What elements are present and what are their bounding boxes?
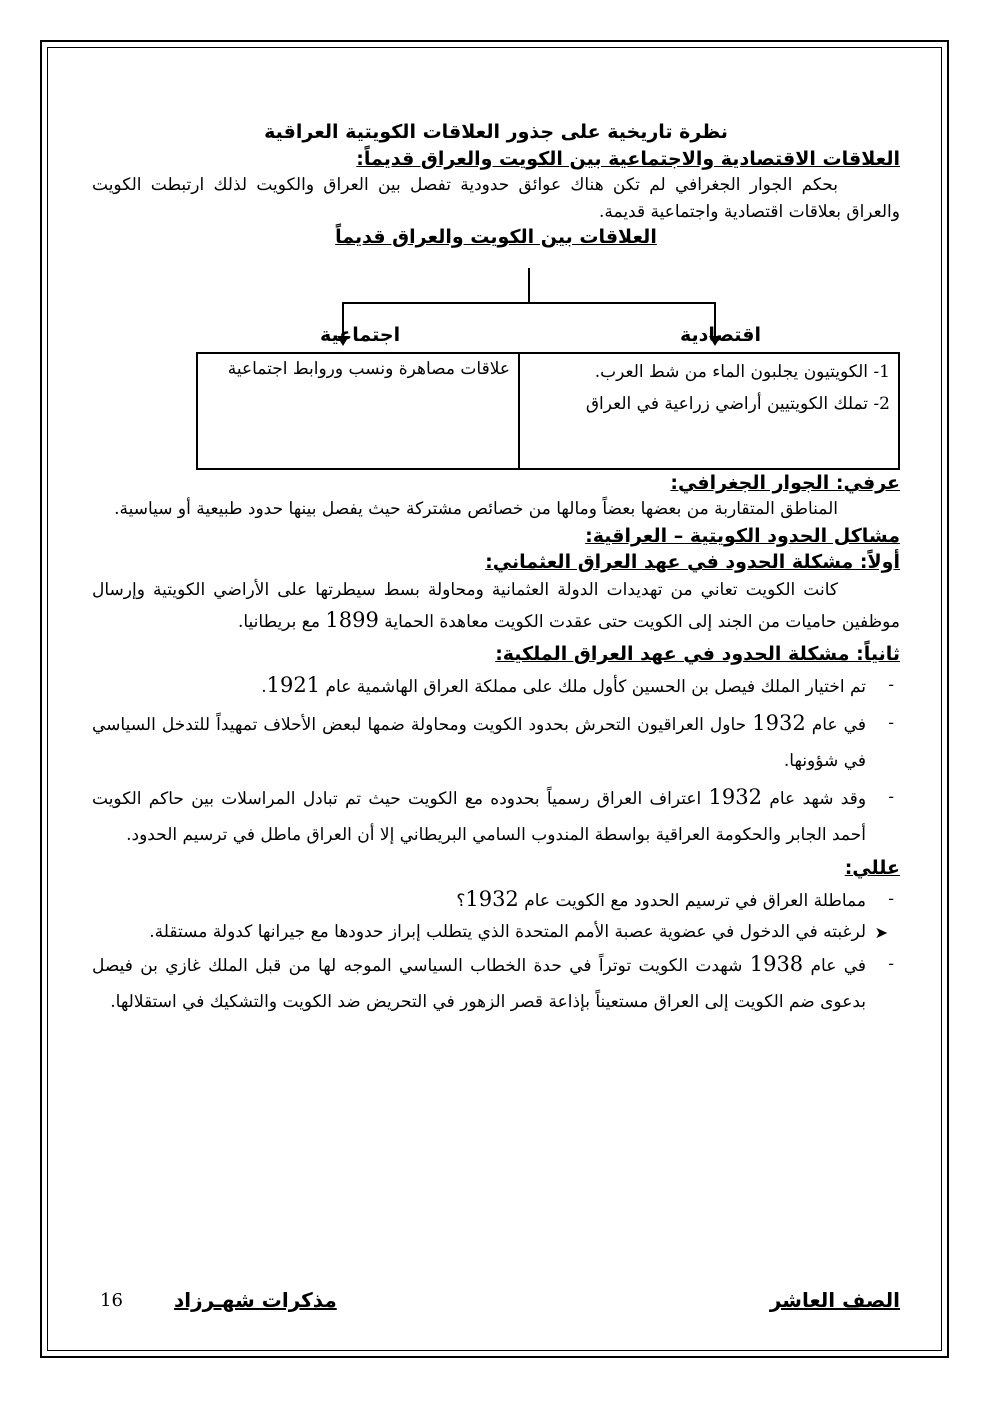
list-item: - تم اختيار الملك فيصل بن الحسين كأول ملك على مملكة العراق الهاشمية عام 1921. <box>92 667 900 705</box>
footer-grade: الصف العاشر <box>769 1288 900 1312</box>
year: 1932 <box>708 785 762 809</box>
paragraph-relations: بحكم الجوار الجغرافي لم تكن هناك عوائق حدودية تفصل بين العراق والكويت لذلك ارتبطت الكويت والعراق بعلاقات اقتصادية واجتماعية قديمة. <box>92 175 900 222</box>
heading-explain: عللي: <box>844 857 900 879</box>
diagram-connector-bar <box>342 302 716 304</box>
year: 1938 <box>749 952 804 976</box>
year: 1932 <box>752 711 806 735</box>
footer-brand: مذكرات شهـرزاد <box>174 1288 337 1312</box>
heading-ottoman-era: أولاً: مشكلة الحدود في عهد العراق العثماني: <box>485 551 900 573</box>
economic-item: 2- تملك الكويتيين أراضي زراعية في العراق <box>585 394 890 414</box>
branch-economic: اقتصادية <box>680 324 761 346</box>
social-cell <box>198 354 518 468</box>
answer-item: ➤ لرغبته في الدخول في عضوية عصبة الأمم المتحدة الذي يتطلب إبراز حدودها مع جيرانها كدولة مستقلة. <box>92 919 900 946</box>
ottoman-text: كانت الكويت تعاني من تهديدات الدولة العثمانية ومحاولة بسط سيطرتها على الأراضي الكويتية وإرسال موظفين حاميات من الجند إلى الكويت حتى عقدت الكويت معاهدة الحماية <box>92 580 900 632</box>
page-footer <box>92 1288 900 1322</box>
explain-list-2 <box>92 946 900 1020</box>
economic-cell <box>518 354 898 468</box>
paragraph-ottoman-era <box>92 575 900 637</box>
economic-item: 1- الكويتيون يجلبون الماء من شط العرب. <box>594 362 890 382</box>
diagram-table <box>196 352 900 470</box>
list-item: - في عام 1938 شهدت الكويت توتراً في حدة الخطاب السياسي الموجه لها من قبل الملك غازي بن فيصل بدعوى ضم الكويت إلى العراق مستعيناً بإذاعة قصر الزهور في التحريض ضد الكويت والتشكيك في استقلالها. <box>92 946 900 1020</box>
explain-list <box>92 881 900 919</box>
relations-diagram <box>92 226 900 466</box>
arrow-bullet-icon: ➤ <box>874 923 888 942</box>
definition-text: المناطق المتقاربة من بعضها بعضاً ومالها من خصائص مشتركة حيث يفصل بينها حدود طبيعية أو سياسية. <box>114 499 838 519</box>
list-item: - وقد شهد عام 1932 اعتراف العراق رسمياً بحدوده مع الكويت حيث تم تبادل المراسلات بين حاكم الكويت أحمد الجابر والحكومة العراقية بواسطة المندوب السامي البريطاني إلا أن العراق ماطل في ترسيم الحدود. <box>92 779 900 853</box>
diagram-connector-stem <box>528 268 530 302</box>
heading-royal-era: ثانياً: مشكلة الحدود في عهد العراق الملكية: <box>495 643 900 665</box>
page-title: نظرة تاريخية على جذور العلاقات الكويتية العراقية <box>264 121 728 143</box>
document-body <box>92 118 900 1020</box>
section-heading-border-problems: مشاكل الحدود الكويتية – العراقية: <box>585 525 900 547</box>
year: 1921 <box>266 673 321 697</box>
social-text: علاقات مصاهرة ونسب وروابط اجتماعية <box>227 359 510 379</box>
list-item: - في عام 1932 حاول العراقيون التحرش بحدود الكويت ومحاولة ضمها لبعض الأحلاف تمهيداً للتدخل السياسي في شؤونها. <box>92 705 900 779</box>
ottoman-text-end: مع بريطانيا. <box>237 612 320 632</box>
royal-era-list <box>92 667 900 853</box>
ottoman-year: 1899 <box>325 608 379 632</box>
definition-heading: عرفي: الجوار الجغرافي: <box>670 472 900 494</box>
page-number: 16 <box>100 1290 123 1311</box>
section-heading-relations: العلاقات الاقتصادية والاجتماعية بين الكويت والعراق قديماً: <box>356 148 900 170</box>
branch-social: اجتماعية <box>320 324 401 346</box>
list-item: - مماطلة العراق في ترسيم الحدود مع الكويت عام 1932؟ <box>92 881 900 919</box>
year: 1932 <box>465 887 519 911</box>
diagram-title: العلاقات بين الكويت والعراق قديماً <box>335 226 657 248</box>
